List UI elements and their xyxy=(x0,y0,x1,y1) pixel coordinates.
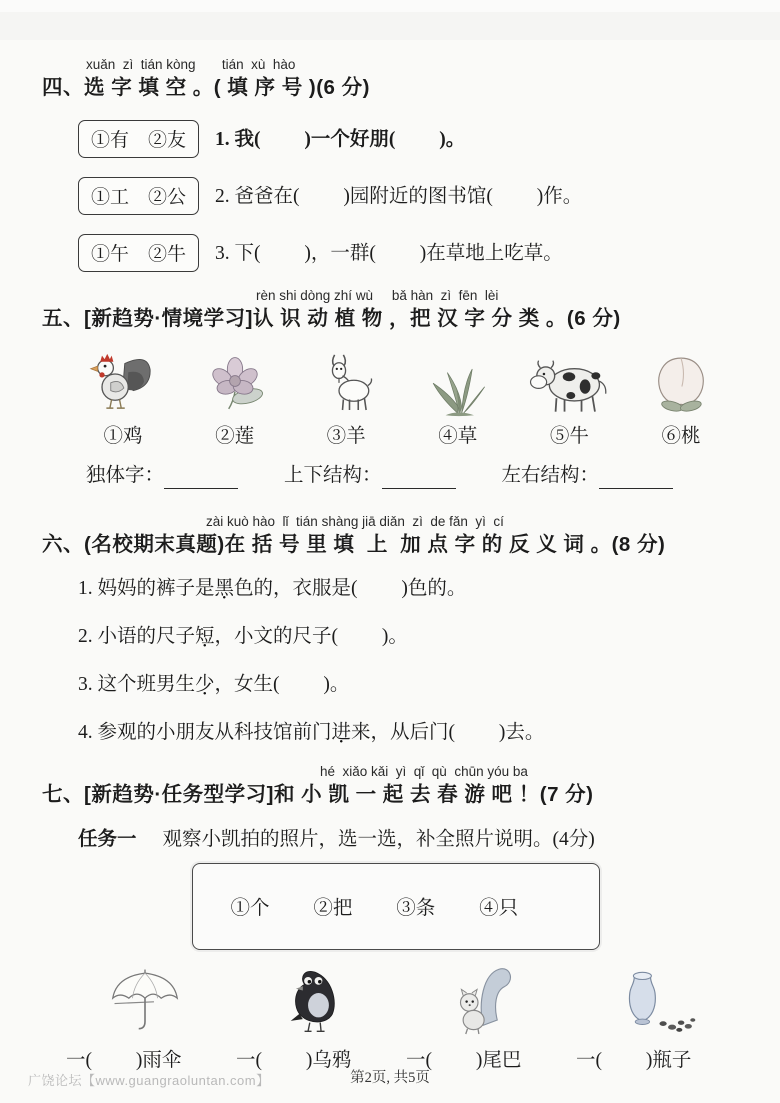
peach-icon xyxy=(630,341,732,417)
site-watermark: 广饶论坛【www.guangraoluntan.com】 xyxy=(28,1073,270,1088)
photo-item-umbrella xyxy=(60,958,230,1072)
question-text-post: ，小文的尺子( )。 xyxy=(214,626,408,647)
blank-label: 上下结构： xyxy=(284,465,382,486)
options-box xyxy=(78,234,199,272)
question-text-pre: 4. 参观的小朋友从科技馆前门 xyxy=(78,722,332,743)
vase-icon xyxy=(570,958,740,1038)
options-box xyxy=(78,120,199,158)
dotted-character: 进 xyxy=(331,722,352,743)
question-text-pre: 1. 妈妈的裤子是 xyxy=(78,578,215,599)
page-number: 第2页, 共5页 xyxy=(350,1070,430,1086)
classify-item-lotus xyxy=(184,341,286,448)
classify-item-grass xyxy=(407,341,509,448)
question-text-post: 色的，衣服是( )色的。 xyxy=(234,578,467,599)
section5-title: 五、[新趋势·情境学习]认 识 动 植 物 ，把 汉 字 分 类 。(6 分) xyxy=(42,307,621,330)
photo-item-squirrel xyxy=(400,958,570,1072)
section4-pinyin: xuǎn zì tián kòng tián xù hào xyxy=(86,57,296,72)
photo-figures xyxy=(60,958,740,1072)
antonym-question-4 xyxy=(78,719,740,747)
dotted-character: 短 xyxy=(195,626,215,647)
classify-label: ③羊 xyxy=(326,426,366,447)
section4-title: 四、选 字 填 空 。( 填 序 号 )(6 分) xyxy=(42,76,370,99)
antonym-question-2 xyxy=(78,623,740,651)
blank-group-single xyxy=(86,462,238,489)
grass-icon xyxy=(407,341,509,417)
classify-item-goat xyxy=(295,341,397,448)
umbrella-icon xyxy=(60,958,230,1038)
classification-blanks xyxy=(86,462,740,489)
question-text-post: ，女生( )。 xyxy=(214,674,350,695)
measure-word-options: ①个 ②把 ③条 ④只 xyxy=(230,898,519,919)
task-text: 观察小凯拍的照片，选一选，补全照片说明。(4分) xyxy=(162,829,595,850)
classify-label: ⑤牛 xyxy=(549,426,589,447)
section6-pinyin: zài kuò hào lǐ tián shàng jiā diǎn zì de fǎn yì cí xyxy=(206,514,504,529)
blank-group-topbottom xyxy=(284,462,456,489)
blank-label: 独体字： xyxy=(86,465,165,486)
classify-label: ①鸡 xyxy=(103,426,143,447)
section7-title: 七、[新趋势·任务型学习]和 小 凯 一 起 去 春 游 吧 ！(7 分) xyxy=(42,783,594,806)
options-text: ①工 ②公 xyxy=(91,187,187,208)
question-text: 2. 爸爸在( )园附近的图书馆( )作。 xyxy=(215,185,583,207)
task-one-line xyxy=(78,823,740,851)
section5-pinyin: rèn shi dòng zhí wù bǎ hàn zì fēn lèi xyxy=(256,288,499,303)
classify-figures xyxy=(72,341,732,448)
classify-label: ④草 xyxy=(438,426,478,447)
question-text: 1. 我( )一个好朋( )。 xyxy=(215,128,466,150)
rooster-icon xyxy=(72,341,174,417)
options-box xyxy=(78,177,199,215)
dotted-character: 少 xyxy=(195,674,215,695)
section-5 xyxy=(42,287,740,333)
section-4 xyxy=(42,56,740,102)
options-text: ①有 ②友 xyxy=(91,130,187,151)
answer-blank xyxy=(382,467,456,489)
photo-caption: 一( )雨伞 xyxy=(66,1050,182,1071)
section-7 xyxy=(42,763,740,809)
photo-caption: 一( )乌鸦 xyxy=(236,1050,352,1071)
classify-item-chicken xyxy=(72,341,174,448)
classify-label: ⑥桃 xyxy=(661,426,701,447)
photo-caption: 一( )瓶子 xyxy=(576,1050,692,1071)
options-text: ①午 ②牛 xyxy=(91,244,187,265)
goat-icon xyxy=(295,341,397,417)
classify-label: ②莲 xyxy=(215,426,255,447)
photo-caption: 一( )尾巴 xyxy=(406,1050,522,1071)
choice-row-1 xyxy=(78,119,740,159)
choice-row-2 xyxy=(78,176,740,216)
choice-row-3 xyxy=(78,233,740,273)
question-text-post: 来，从后门( )去。 xyxy=(351,722,545,743)
measure-word-options-box xyxy=(192,863,600,950)
photo-item-crow xyxy=(230,958,400,1072)
lotus-icon xyxy=(184,341,286,417)
page-footer xyxy=(0,1069,780,1089)
crow-icon xyxy=(230,958,400,1038)
dotted-character: 黑 xyxy=(214,578,235,599)
classify-item-peach xyxy=(630,341,732,448)
cow-icon xyxy=(518,341,620,417)
squirrel-icon xyxy=(400,958,570,1038)
antonym-question-3 xyxy=(78,671,740,699)
blank-label: 左右结构： xyxy=(501,465,600,486)
answer-blank xyxy=(164,467,238,489)
question-text: 3. 下( )，一群( )在草地上吃草。 xyxy=(215,242,563,264)
photo-item-vase xyxy=(570,958,740,1072)
section-6 xyxy=(42,513,740,559)
antonym-question-1 xyxy=(78,575,740,603)
question-text-pre: 2. 小语的尺子 xyxy=(78,626,196,647)
section7-pinyin: hé xiǎo kǎi yì qǐ qù chūn yóu ba xyxy=(320,764,528,779)
section6-title: 六、(名校期末真题)在 括 号 里 填 上 加 点 字 的 反 义 词 。(8 分) xyxy=(42,533,666,556)
question-text-pre: 3. 这个班男生 xyxy=(78,674,196,695)
classify-item-cow xyxy=(518,341,620,448)
blank-group-leftright xyxy=(502,462,674,489)
answer-blank xyxy=(599,467,673,489)
task-label: 任务一 xyxy=(78,829,137,850)
